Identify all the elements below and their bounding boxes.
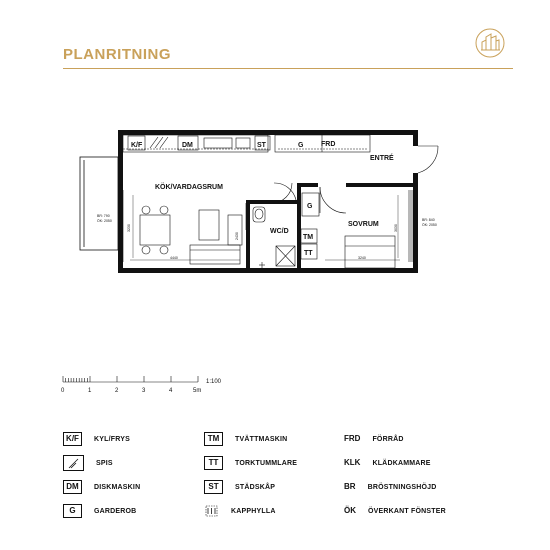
legend-item-kladkammare [344, 455, 431, 471]
legend-code: KLK [344, 458, 361, 467]
code-kf: K/F [131, 142, 143, 149]
code-g-top: G [298, 142, 304, 149]
dining-table [140, 206, 170, 254]
bedroom-label: SOVRUM [348, 221, 379, 228]
legend-code: FRD [344, 434, 361, 443]
legend-item-stadskap [204, 479, 275, 495]
legend-item-brostningshojd [344, 479, 436, 495]
code-tm: TM [303, 234, 314, 241]
legend-label: ÖVERKANT FÖNSTER [368, 507, 446, 515]
bed [345, 236, 395, 268]
entry-door [418, 146, 438, 173]
scale-tick-0: 0 [61, 388, 65, 394]
legend-label: STÄDSKÅP [235, 483, 276, 491]
dim-bath-depth: 2430 [235, 232, 239, 240]
stove-icon [63, 455, 84, 471]
scale-tick-3: 3 [142, 388, 146, 394]
scale-tick-4: 4 [169, 388, 173, 394]
legend-label: KAPPHYLLA [231, 507, 276, 515]
legend-label: GARDEROB [94, 507, 137, 515]
left-window-ok: ÖK: 2050 [97, 219, 112, 223]
scale-tick-1: 1 [88, 388, 92, 394]
entrance-label: ENTRÉ [370, 155, 394, 162]
legend-item-garderob [63, 503, 136, 519]
right-window [409, 190, 413, 262]
right-window-br: BR: 840 [422, 218, 435, 222]
scale-ratio: 1:100 [206, 379, 222, 385]
scale-tick-2: 2 [115, 388, 119, 394]
legend-code: ÖK [344, 506, 356, 515]
legend-label: TORKTUMMLARE [235, 459, 298, 467]
legend-item-forrad [344, 431, 404, 447]
dim-living-width: 4440 [170, 256, 178, 260]
legend-item-torktummlare [204, 455, 297, 471]
code-dm: DM [182, 142, 193, 149]
code-frd: FRD [321, 141, 336, 148]
legend-code: BR [344, 482, 356, 491]
legend-item-kyl-frys [63, 431, 130, 447]
balcony [80, 157, 123, 250]
legend-code: TT [204, 456, 223, 470]
legend-label: SPIS [96, 459, 113, 467]
coat-rack-symbol [259, 262, 265, 268]
legend-item-overkant-fonster [344, 503, 446, 519]
legend-item-kapphylla [204, 503, 276, 519]
code-g-bedroom: G [307, 203, 313, 210]
legend [63, 428, 513, 518]
kitchen-living-label: KÖK/VARDAGSRUM [155, 184, 223, 191]
legend-item-spis [63, 455, 113, 471]
legend-item-diskmaskin [63, 479, 140, 495]
dim-living-depth: 3230 [127, 224, 131, 232]
legend-label: TVÄTTMASKIN [235, 435, 288, 443]
page-title: PLANRITNING [63, 46, 171, 63]
legend-code: ST [204, 480, 223, 494]
scale-tick-5: 5m [193, 388, 202, 394]
hall-door [274, 183, 296, 200]
legend-code: DM [63, 480, 82, 494]
left-window-br: BR: 790 [97, 214, 110, 218]
dim-bedroom-width: 3240 [358, 256, 366, 260]
legend-code: K/F [63, 432, 82, 446]
legend-label: FÖRRÅD [372, 435, 404, 443]
legend-label: DISKMASKIN [94, 483, 141, 491]
legend-item-tvattmaskin [204, 431, 287, 447]
right-window-ok: ÖK: 2050 [422, 223, 437, 227]
code-tt: TT [304, 250, 313, 257]
legend-label: BRÖSTNINGSHÖJD [367, 483, 437, 491]
legend-label: KYL/FRYS [94, 435, 130, 443]
legend-code: TM [204, 432, 223, 446]
code-st: ST [257, 142, 266, 149]
dim-bedroom-depth: 3030 [394, 224, 398, 232]
bathroom-label: WC/D [270, 228, 289, 235]
legend-label: KLÄDKAMMARE [372, 459, 431, 467]
bedroom-door [320, 187, 346, 213]
scale-bar [60, 370, 240, 400]
kitchen-counter [123, 135, 270, 152]
coat-rack-icon [204, 504, 219, 518]
legend-code: G [63, 504, 82, 518]
